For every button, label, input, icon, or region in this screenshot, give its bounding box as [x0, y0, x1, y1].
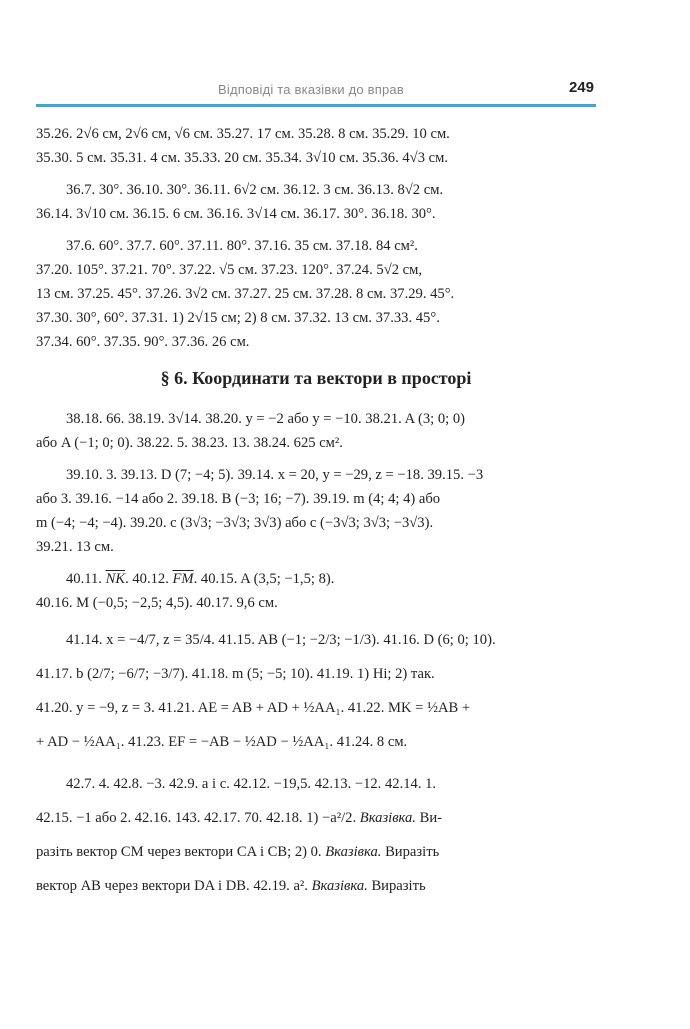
answers-39	[36, 463, 596, 559]
vector-fm: $\overline{FM}$	[172, 571, 194, 587]
answer-line: 41.14. x = −4/7, z = 35/4. 41.15. AB (−1; −2/3; −1/3). 41.16. D (6; 0; 10).	[66, 632, 496, 648]
answer-text: 42.15. −1 або 2. 42.16. 143. 42.17. 70. 42.18. 1) −a²/2.	[36, 810, 357, 826]
answer-line: або 3. 39.16. −14 або 2. 39.18. B (−3; 16; −7). 39.19. m (4; 4; 4) або	[36, 491, 441, 507]
answer-line: 37.6. 60°. 37.7. 60°. 37.11. 80°. 37.16. 35 см. 37.18. 84 см².	[66, 238, 418, 254]
answer-line: 40.16. M (−0,5; −2,5; 4,5). 40.17. 9,6 см.	[36, 595, 278, 611]
answer-line: 35.26. 2√6 см, 2√6 см, √6 см. 35.27. 17 см. 35.28. 8 см. 35.29. 10 см.	[36, 126, 450, 142]
answer-line: 37.30. 30°, 60°. 37.31. 1) 2√15 см; 2) 8 см. 37.32. 13 см. 37.33. 45°.	[36, 310, 440, 326]
hint-label: Вказівка.	[311, 878, 368, 894]
answer-line: 41.20. y = −9, z = 3. 41.21. AE = AB + AD + ½AA₁. 41.22. MK = ½AB +	[36, 700, 471, 716]
answer-line: 37.34. 60°. 37.35. 90°. 37.36. 26 см.	[36, 334, 250, 350]
answer-line: 38.18. 66. 38.19. 3√14. 38.20. y = −2 або y = −10. 38.21. A (3; 0; 0)	[66, 411, 466, 427]
answer-line: 13 см. 37.25. 45°. 37.26. 3√2 см. 37.27. 25 см. 37.28. 8 см. 37.29. 45°.	[36, 286, 455, 302]
answer-text: вектор AB через вектори DA і DB. 42.19. a².	[36, 878, 308, 894]
answer-line: 35.30. 5 см. 35.31. 4 см. 35.33. 20 см. 35.34. 3√10 см. 35.36. 4√3 см.	[36, 150, 448, 166]
answer-text: . 40.15. A (3,5; −1,5; 8).	[193, 571, 335, 587]
answer-line: 41.17. b (2/7; −6/7; −3/7). 41.18. m (5; −5; 10). 41.19. 1) Ні; 2) так.	[36, 666, 435, 682]
answer-line: m (−4; −4; −4). 39.20. c (3√3; −3√3; 3√3) або c (−3√3; 3√3; −3√3).	[36, 515, 434, 531]
header-rule	[36, 104, 596, 107]
hint-label: Вказівка.	[359, 810, 416, 826]
answer-line: + AD − ½AA₁. 41.23. EF = −AB − ½AD − ½AA₁. 41.24. 8 см.	[36, 734, 408, 750]
answer-line: 36.14. 3√10 см. 36.15. 6 см. 36.16. 3√14 см. 36.17. 30°. 36.18. 30°.	[36, 206, 436, 222]
answers-35	[36, 122, 596, 170]
answer-line: 36.7. 30°. 36.10. 30°. 36.11. 6√2 см. 36.12. 3 см. 36.13. 8√2 см.	[66, 182, 444, 198]
answer-line	[36, 835, 596, 869]
answers-41	[36, 623, 596, 759]
hint-label: Вказівка.	[325, 844, 382, 860]
answer-line	[36, 567, 596, 591]
answers-36	[36, 178, 596, 226]
answer-text: Виразіть	[371, 878, 426, 894]
answer-line: 37.20. 105°. 37.21. 70°. 37.22. √5 см. 37.23. 120°. 37.24. 5√2 см,	[36, 262, 423, 278]
answers-40	[36, 567, 596, 615]
running-header	[36, 80, 596, 106]
answer-line	[36, 869, 596, 903]
answer-text: разіть вектор CM через вектори CA і CB; 2) 0.	[36, 844, 322, 860]
answers-38	[36, 407, 596, 455]
answers-37	[36, 234, 596, 354]
answer-line: 42.7. 4. 42.8. −3. 42.9. a і c. 42.12. −19,5. 42.13. −12. 42.14. 1.	[66, 776, 437, 792]
answers-content	[36, 122, 596, 911]
answer-text: Виразіть	[385, 844, 440, 860]
answer-line: 39.21. 13 см.	[36, 539, 114, 555]
answer-line: 39.10. 3. 39.13. D (7; −4; 5). 39.14. x = 20, y = −29, z = −18. 39.15. −3	[66, 467, 484, 483]
answers-42	[36, 767, 596, 903]
page-number: 249	[568, 79, 594, 96]
header-title: Відповіді та вказівки до вправ	[218, 82, 404, 97]
section-title: § 6. Координати та вектори в просторі	[160, 368, 472, 388]
answer-text: 40.11.	[66, 571, 102, 587]
answer-text: . 40.12.	[125, 571, 169, 587]
answer-line: або A (−1; 0; 0). 38.22. 5. 38.23. 13. 38.24. 625 см².	[36, 435, 343, 451]
vector-nk: $\overline{NK}$	[105, 571, 126, 587]
answer-line	[36, 801, 596, 835]
answer-text: Ви-	[419, 810, 443, 826]
